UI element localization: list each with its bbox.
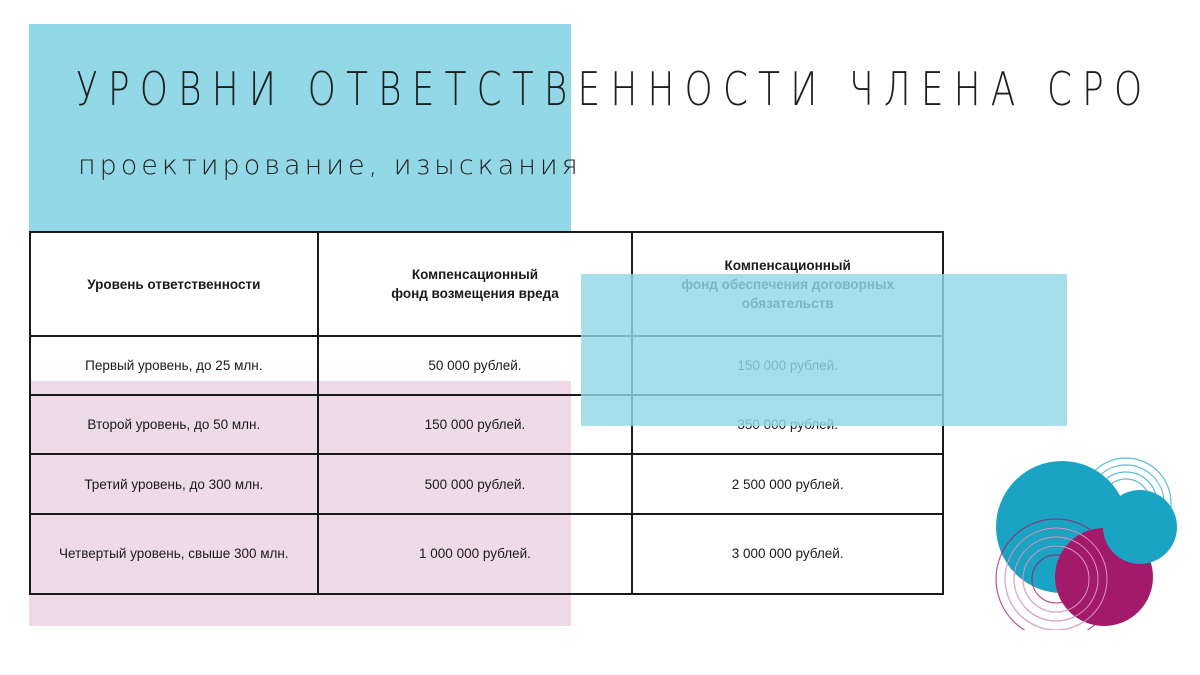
header-harm-fund: Компенсационный фонд возмещения вреда xyxy=(318,232,633,336)
cell-level: Четвертый уровень, свыше 300 млн. xyxy=(30,514,318,594)
header-contract-fund: Компенсационный xyxy=(632,232,943,336)
cell-contract-fund: 3 000 000 рублей. xyxy=(632,514,943,594)
decorative-circles-graphic xyxy=(990,455,1180,630)
blue-accent-block-right xyxy=(581,274,1067,426)
cell-harm-fund: 150 000 рублей. xyxy=(318,395,633,454)
cell-level: Третий уровень, до 300 млн. xyxy=(30,454,318,513)
cell-level: Второй уровень, до 50 млн. xyxy=(30,395,318,454)
page-title: УРОВНИ ОТВЕТСТВЕННОСТИ ЧЛЕНА СРО xyxy=(76,62,1153,116)
table-row xyxy=(30,514,943,594)
cell-level: Первый уровень, до 25 млн. xyxy=(30,336,318,395)
cell-harm-fund: 500 000 рублей. xyxy=(318,454,633,513)
header-level: Уровень ответственности xyxy=(30,232,318,336)
cell-harm-fund: 50 000 рублей. xyxy=(318,336,633,395)
blue-accent-block-top xyxy=(29,24,571,250)
cell-contract-fund: 2 500 000 рублей. xyxy=(632,454,943,513)
cell-harm-fund: 1 000 000 рублей. xyxy=(318,514,633,594)
table-row xyxy=(30,454,943,513)
page-subtitle: проектирование, изыскания xyxy=(78,150,582,181)
